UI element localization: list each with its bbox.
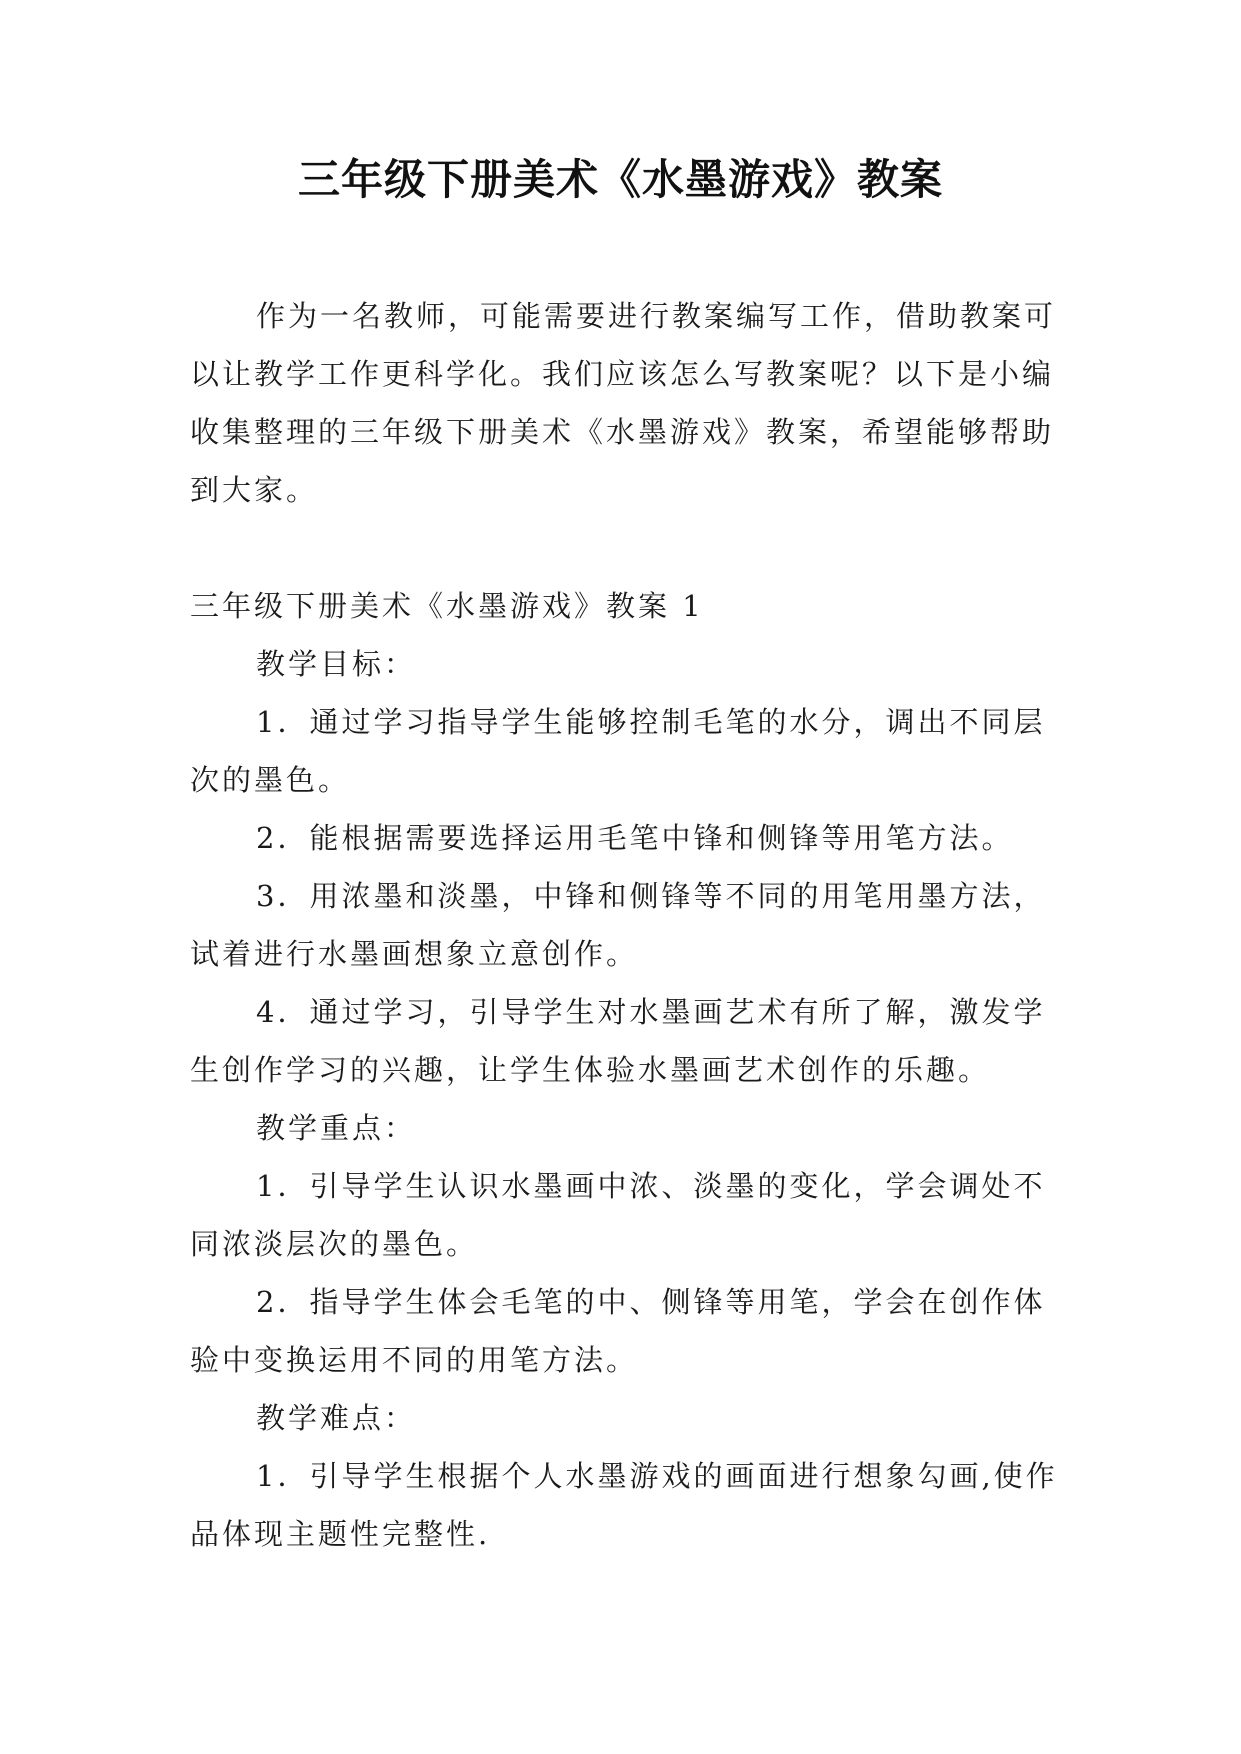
document-title: 三年级下册美术《水墨游戏》教案 xyxy=(297,155,943,204)
objective-item: 2．能根据需要选择运用毛笔中锋和侧锋等用笔方法。 xyxy=(256,821,1014,855)
difficulties-label: 教学难点： xyxy=(256,1401,417,1435)
objectives-label: 教学目标： xyxy=(256,647,417,681)
objective-item: 4．通过学习，引导学生对水墨画艺术有所了解，激发学生创作学习的兴趣，让学生体验水墨画艺术创作的乐趣。 xyxy=(190,995,1046,1087)
objective-item: 1．通过学习指导学生能够控制毛笔的水分，调出不同层次的墨色。 xyxy=(190,705,1046,797)
objective-item: 3．用浓墨和淡墨，中锋和侧锋等不同的用笔用墨方法，试着进行水墨画想象立意创作。 xyxy=(190,879,1046,971)
intro-paragraph: 作为一名教师，可能需要进行教案编写工作，借助教案可以让教学工作更科学化。我们应该怎么写教案呢？以下是小编收集整理的三年级下册美术《水墨游戏》教案，希望能够帮助到大家。 xyxy=(190,299,1057,507)
key-points-label: 教学重点： xyxy=(256,1111,417,1145)
key-point-item: 2．指导学生体会毛笔的中、侧锋等用笔，学会在创作体验中变换运用不同的用笔方法。 xyxy=(190,1285,1046,1377)
difficulty-item: 1．引导学生根据个人水墨游戏的画面进行想象勾画,使作品体现主题性完整性. xyxy=(190,1459,1058,1551)
document-body xyxy=(190,287,1060,1563)
section-heading: 三年级下册美术《水墨游戏》教案 1 xyxy=(190,589,704,623)
paragraph-gap xyxy=(190,519,1060,577)
key-point-item: 1．引导学生认识水墨画中浓、淡墨的变化，学会调处不同浓淡层次的墨色。 xyxy=(190,1169,1046,1261)
